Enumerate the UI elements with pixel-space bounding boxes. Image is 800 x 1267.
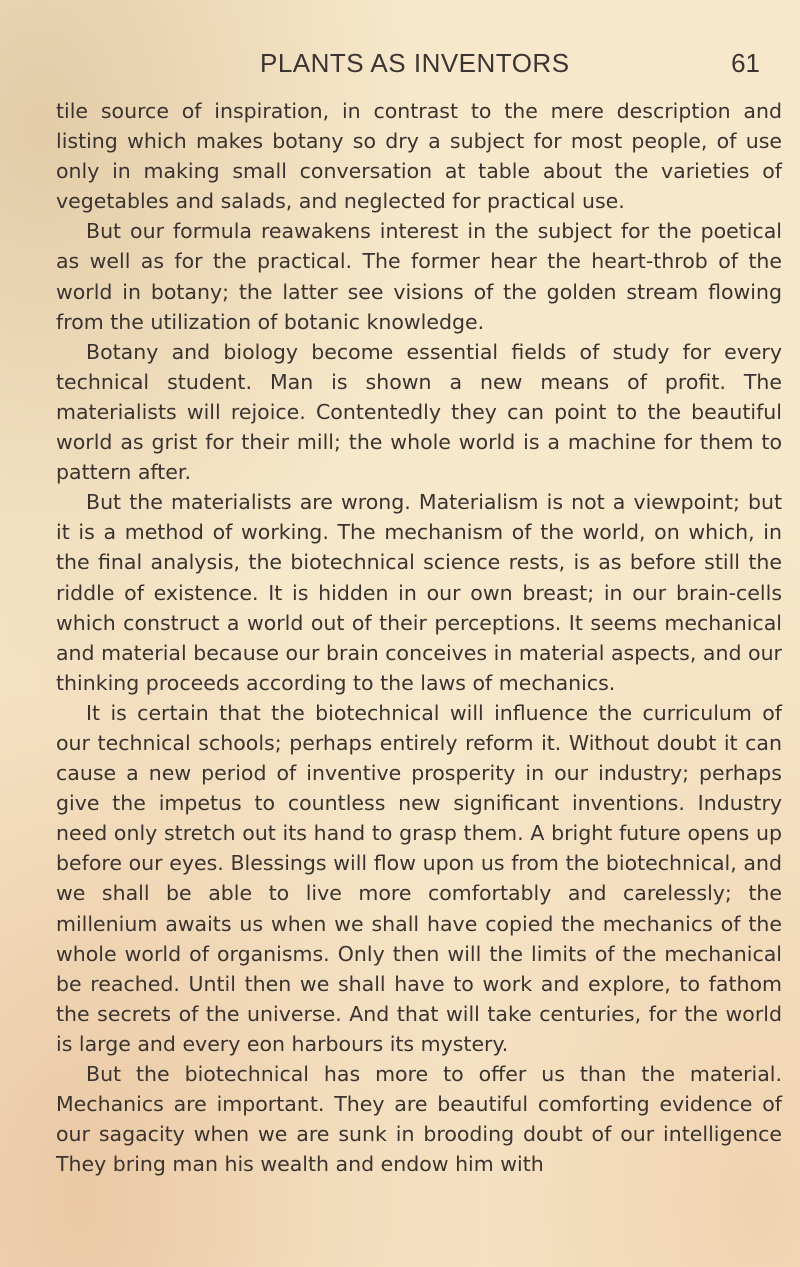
paragraph: Botany and biology become essential fields of study for every technical student. Man is shown a new means of profit. The materialists will rejoice. Contentedly they can point to the beautiful world as grist for their mill; the whole world is a machine for them to pattern after. bbox=[56, 339, 782, 485]
paragraph-continued: tile source of inspiration, in contrast to the mere description and listing which makes botany so dry a subject for most people, of use only in making small conversation at table about the varieties of vegetables and salads, and neglected for practical use. bbox=[56, 99, 782, 214]
paragraph: But our formula reawakens interest in the subject for the poetical as well as for the practical. The former hear the heart-throb of the world in botany; the latter see visions of the golden stream flowing from the utilization of botanic knowledge. bbox=[56, 219, 782, 334]
running-title: PLANTS AS INVENTORS bbox=[260, 48, 570, 78]
running-head bbox=[100, 48, 770, 80]
body-text bbox=[56, 96, 782, 1179]
page-number: 61 bbox=[731, 48, 760, 78]
paragraph: It is certain that the biotechnical will influence the curriculum of our technical schools; perhaps entirely reform it. Without doubt it can cause a new period of inventive prosperity in our industry; perhaps give the impetus to countless new significant inventions. Industry need only stretch out its hand to grasp them. A bright future opens up before our eyes. Blessings will flow upon us from the biotechnical, and we shall be able to live more comfortably and carelessly; the millenium awaits us when we shall have copied the mechanics of the whole world of organisms. Only then will the limits of the mechanical be reached. Until then we shall have to work and explore, to fathom the secrets of the universe. And that will take centuries, for the world is large and every eon harbours its mystery. bbox=[56, 700, 782, 1056]
paragraph: But the materialists are wrong. Materialism is not a viewpoint; but it is a method of working. The mechanism of the world, on which, in the final analysis, the biotechnical science rests, is as before still the riddle of existence. It is hidden in our own breast; in our brain-cells which construct a world out of their perceptions. It seems mechanical and material because our brain conceives in material aspects, and our thinking proceeds according to the laws of mechanics. bbox=[56, 490, 782, 695]
paragraph: But the biotechnical has more to offer us than the material. Mechanics are important. They are beautiful comforting evidence of our sagacity when we are sunk in brooding doubt of our intelligence They bring man his wealth and endow him with bbox=[56, 1062, 782, 1177]
